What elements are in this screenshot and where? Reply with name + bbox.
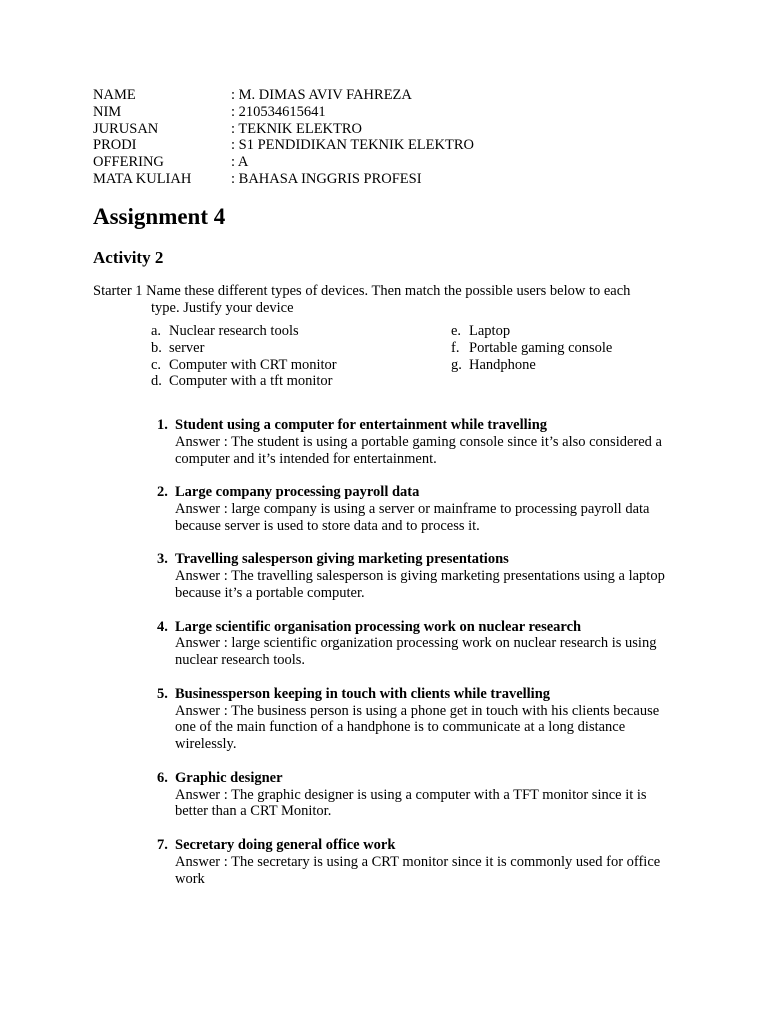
list-text: Laptop	[469, 323, 511, 339]
activity-heading: Activity 2	[93, 248, 164, 267]
question-item	[151, 484, 681, 534]
list-text: server	[169, 339, 205, 356]
list-letter: f.	[451, 339, 460, 356]
question-body	[175, 484, 681, 534]
question-number: 1.	[157, 417, 168, 433]
info-value: : TEKNIK ELEKTRO	[231, 120, 363, 137]
info-value: : A	[231, 154, 249, 171]
question-item	[151, 619, 681, 669]
info-label: NIM	[93, 103, 122, 120]
question-body	[175, 686, 681, 753]
answer-text: Answer : large scientific organization processing work on nuclear research is using nuclear research tools.	[175, 635, 657, 669]
answer-text: Answer : The secretary is using a CRT monitor since it is commonly used for office work	[175, 853, 661, 887]
instruction-line-2: type. Justify your device	[151, 299, 294, 316]
question-body	[175, 417, 681, 467]
student-info-table	[93, 87, 474, 188]
info-row-offering	[93, 154, 474, 171]
question-number: 4.	[157, 618, 168, 635]
question-body	[175, 837, 681, 887]
question-item	[151, 686, 681, 753]
question-text: Student using a computer for entertainment while travelling	[175, 417, 548, 433]
list-text: Portable gaming console	[469, 339, 613, 356]
info-label: JURUSAN	[93, 120, 159, 137]
question-text: Secretary doing general office work	[175, 836, 396, 853]
question-item	[151, 551, 681, 601]
list-letter: e.	[451, 323, 462, 339]
question-text: Graphic designer	[175, 769, 283, 786]
list-letter: d.	[151, 373, 162, 390]
list-letter: a.	[151, 323, 162, 339]
info-row-nim	[93, 104, 474, 121]
list-item	[451, 323, 612, 340]
info-row-prodi	[93, 137, 474, 154]
question-list	[151, 417, 681, 904]
question-number: 7.	[157, 836, 168, 853]
instruction-line-1: Starter 1 Name these different types of devices. Then match the possible users below to each	[93, 283, 631, 299]
question-text: Large scientific organisation processing work on nuclear research	[175, 618, 582, 635]
list-item	[451, 340, 612, 357]
question-item	[151, 837, 681, 887]
list-item	[451, 357, 612, 374]
list-text: Nuclear research tools	[169, 323, 299, 339]
info-row-name	[93, 87, 474, 104]
info-row-jurusan	[93, 121, 474, 138]
info-label: OFFERING	[93, 154, 164, 171]
assignment-title: Assignment 4	[93, 204, 226, 229]
question-number: 2.	[157, 484, 168, 501]
question-item	[151, 417, 681, 467]
answer-text: Answer : The graphic designer is using a computer with a TFT monitor since it is better than a CRT Monitor.	[175, 786, 647, 820]
list-text: Computer with CRT monitor	[169, 356, 337, 373]
answer-text: Answer : The travelling salesperson is giving marketing presentations using a laptop because it’s a portable computer.	[175, 568, 665, 601]
instruction-text	[93, 283, 683, 317]
answer-text: Answer : large company is using a server or mainframe to processing payroll data because server is used to store data and to process it.	[175, 500, 650, 534]
info-row-mata-kuliah	[93, 171, 474, 188]
list-item	[151, 340, 337, 357]
question-body	[175, 619, 681, 669]
list-letter: g.	[451, 356, 462, 373]
question-number: 3.	[157, 551, 168, 568]
info-value: : BAHASA INGGRIS PROFESI	[231, 170, 422, 187]
list-letter: c.	[151, 356, 162, 373]
question-number: 6.	[157, 769, 168, 786]
info-label: PRODI	[93, 137, 137, 154]
question-body	[175, 770, 681, 820]
info-value: : M. DIMAS AVIV FAHREZA	[231, 87, 412, 103]
list-item	[151, 357, 337, 374]
question-number: 5.	[157, 685, 168, 702]
question-body	[175, 551, 681, 601]
question-item	[151, 770, 681, 820]
list-item	[151, 323, 337, 340]
question-text: Travelling salesperson giving marketing presentations	[175, 551, 509, 568]
list-letter: b.	[151, 339, 162, 356]
device-list-right	[451, 323, 612, 373]
answer-text: Answer : The business person is using a phone get in touch with his clients because one of the main function of a handphone is to communicate at a long distance wirelessly.	[175, 702, 660, 753]
info-value: : 210534615641	[231, 103, 326, 120]
question-text: Businessperson keeping in touch with clients while travelling	[175, 685, 551, 702]
list-item	[151, 373, 337, 390]
info-label: MATA KULIAH	[93, 170, 192, 187]
question-text: Large company processing payroll data	[175, 484, 420, 501]
list-text: Computer with a tft monitor	[169, 373, 333, 390]
list-text: Handphone	[469, 356, 536, 373]
info-value: : S1 PENDIDIKAN TEKNIK ELEKTRO	[231, 137, 474, 154]
device-list-left	[151, 323, 337, 390]
info-label: NAME	[93, 87, 136, 103]
answer-text: Answer : The student is using a portable gaming console since it’s also considered a computer and it’s intended for entertainment.	[175, 433, 662, 467]
